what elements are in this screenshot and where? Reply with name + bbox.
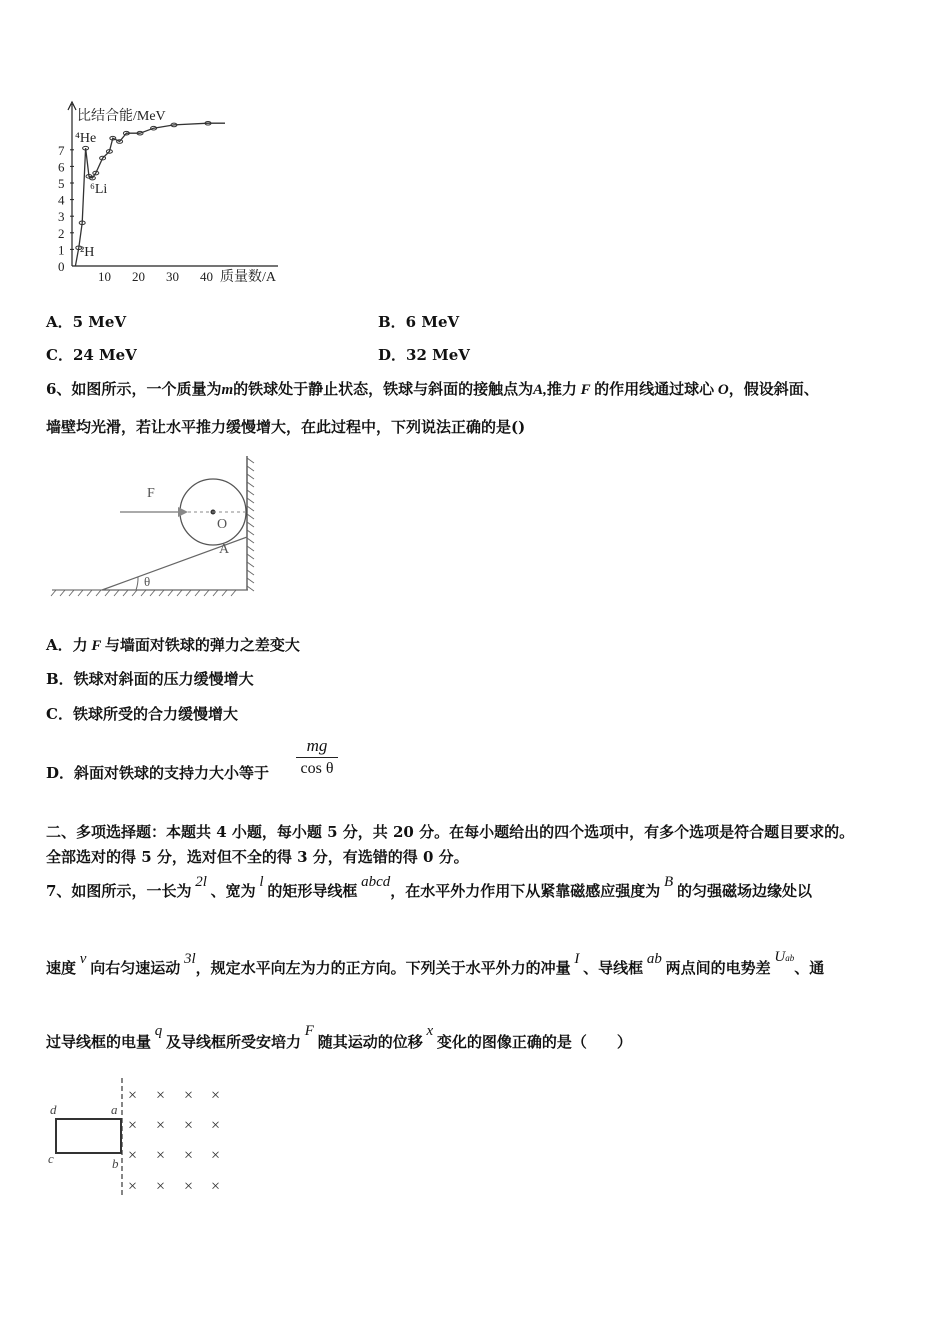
q7-var-i: I — [574, 951, 580, 967]
hatch-line — [204, 590, 209, 596]
y-tick-label: 1 — [58, 242, 65, 258]
hatch-line — [150, 590, 155, 596]
fraction-bar — [296, 757, 338, 758]
q6-var-m: m — [221, 382, 234, 398]
hatch-line — [247, 466, 254, 471]
hatch-line — [247, 506, 254, 511]
hatch-line — [247, 490, 254, 495]
field-cross: × — [211, 1087, 221, 1104]
q7-var-q: q — [154, 1023, 163, 1039]
y-tick-label: 7 — [58, 142, 65, 158]
hatch-line — [247, 482, 254, 487]
hatch-line — [186, 590, 191, 596]
h-label: ²H — [80, 245, 95, 260]
y-tick-label: 6 — [58, 159, 65, 175]
q7-var-u-sub: ab — [785, 953, 795, 963]
hatch-line — [247, 538, 254, 543]
x-tick-label: 30 — [166, 269, 179, 284]
hatch-line — [141, 590, 146, 596]
x-tick-label: 40 — [200, 269, 213, 284]
q7-text: 、导线框 — [583, 959, 644, 977]
hatch-line — [222, 590, 227, 596]
field-cross: × — [156, 1087, 166, 1104]
q7-text: 7、如图所示，一长为 — [46, 882, 192, 900]
q7-text: 、通 — [794, 959, 825, 977]
hatch-line — [60, 590, 65, 596]
q7-var-2l: 2l — [195, 874, 207, 890]
rectangular-loop — [56, 1119, 121, 1153]
hatch-line — [247, 522, 254, 527]
q6-var-f: F — [580, 382, 591, 398]
x-tick-label: 10 — [98, 269, 111, 284]
q7-stem-line3 — [46, 1024, 632, 1061]
x-tick-labels — [98, 269, 213, 284]
section2-line1: 二、多项选择题：本题共 4 小题，每小题 5 分，共 20 分。在每小题给出的四个选项中，有多个选项是符合题目要求的。 — [46, 823, 855, 841]
field-cross: × — [211, 1117, 221, 1134]
field-cross: × — [184, 1178, 194, 1195]
section2-line2: 全部选对的得 5 分，选对但不全的得 3 分，有选错的得 0 分。 — [46, 848, 469, 866]
field-cross: × — [184, 1117, 194, 1134]
q6-option-a-text: A．力 — [46, 636, 88, 654]
q7-stem-line1 — [46, 873, 812, 910]
q6-option-c[interactable]: C．铁球所受的合力缓慢增大 — [46, 705, 238, 723]
hatch-line — [96, 590, 101, 596]
contact-label: A — [219, 542, 230, 557]
y-tick-label: 5 — [58, 176, 65, 191]
q6-stem-line1 — [46, 378, 819, 399]
hatch-line — [159, 590, 164, 596]
q6-stem-line2: 墙壁均光滑，若让水平推力缓慢增大，在此过程中，下列说法正确的是() — [46, 418, 526, 436]
hatch-line — [247, 498, 254, 503]
ground-hatching — [51, 590, 236, 596]
q5-option-d[interactable]: D．32 MeV — [378, 346, 470, 364]
q7-var-l: l — [259, 874, 264, 890]
q6-text: ，假设斜面、 — [728, 380, 819, 398]
theta-arc — [136, 577, 138, 590]
theta-label: θ — [144, 574, 151, 589]
q7-text: 两点间的电势差 — [665, 959, 771, 977]
corner-c: c — [48, 1151, 54, 1166]
y-axis-label: 比结合能/MeV — [77, 109, 166, 124]
field-cross: × — [211, 1147, 221, 1164]
center-label: O — [217, 517, 228, 532]
field-cross: × — [156, 1117, 166, 1134]
q6-option-b[interactable]: B．铁球对斜面的压力缓慢增大 — [46, 670, 254, 688]
q7-var-b: B — [664, 874, 674, 890]
fraction-denominator: cos θ — [300, 760, 334, 777]
y-tick-label: 4 — [58, 192, 65, 208]
q7-var-3l: 3l — [183, 951, 196, 967]
q6-option-a[interactable] — [46, 634, 300, 655]
q6-var-o: O — [717, 382, 729, 398]
hatch-line — [78, 590, 83, 596]
q7-var-ab: ab — [646, 951, 662, 967]
ball-incline-figure — [48, 450, 270, 602]
hatch-line — [247, 562, 254, 567]
q5-option-c[interactable]: C．24 MeV — [46, 346, 137, 364]
hatch-line — [123, 590, 128, 596]
y-tick-label: 0 — [58, 259, 65, 274]
q6-option-a-text: 与墙面对铁球的弹力之差变大 — [104, 636, 300, 654]
hatch-line — [247, 474, 254, 479]
q7-text: 随其运动的位移 — [317, 1033, 423, 1051]
hatch-line — [195, 590, 200, 596]
field-cross: × — [156, 1147, 166, 1164]
x-tick-label: 20 — [132, 269, 145, 284]
x-axis-label: 质量数/A — [220, 270, 276, 285]
field-cross: × — [128, 1087, 138, 1104]
q6-option-a-var: F — [91, 638, 102, 654]
field-cross: × — [184, 1147, 194, 1164]
q7-stem-line2 — [46, 950, 824, 988]
corner-a: a — [111, 1102, 118, 1117]
field-cross: × — [211, 1178, 221, 1195]
field-cross: × — [128, 1147, 138, 1164]
force-arrow-head — [178, 507, 188, 517]
q7-text: 过导线框的电量 — [46, 1033, 152, 1051]
hatch-line — [247, 554, 254, 559]
hatch-line — [168, 590, 173, 596]
li-label: ⁶Li — [90, 182, 108, 197]
q7-text: 、宽为 — [210, 882, 256, 900]
hatch-line — [177, 590, 182, 596]
y-tick-label: 2 — [58, 225, 65, 241]
q7-text: 及导线框所受安培力 — [166, 1033, 302, 1051]
q7-var-v: v — [79, 951, 87, 967]
hatch-line — [247, 514, 254, 519]
hatch-line — [247, 578, 254, 583]
fraction-numerator: mg — [306, 736, 328, 755]
hatch-line — [247, 458, 254, 463]
hatch-line — [213, 590, 218, 596]
q7-text: 的矩形导线框 — [267, 882, 358, 900]
q6-var-a: A, — [533, 382, 547, 398]
q7-var-f: F — [304, 1023, 314, 1039]
force-label: F — [147, 486, 155, 501]
q5-option-a[interactable]: A．5 MeV — [46, 313, 127, 331]
hatch-line — [114, 590, 119, 596]
field-cross: × — [128, 1178, 138, 1195]
q6-option-d[interactable]: D．斜面对铁球的支持力大小等于 — [46, 764, 270, 782]
hatch-line — [105, 590, 110, 596]
loop-field-figure — [44, 1076, 244, 1202]
hatch-line — [247, 570, 254, 575]
fraction-mg-cos — [296, 736, 338, 779]
q6-text: 的作用线通过球心 — [594, 380, 715, 398]
hatch-line — [247, 586, 254, 591]
y-tick-label: 3 — [58, 209, 65, 225]
q6-text: 的铁球处于静止状态，铁球与斜面的接触点为 — [233, 380, 534, 398]
q6-text: 6、如图所示，一个质量为 — [46, 380, 222, 398]
field-cross: × — [156, 1178, 166, 1195]
q7-text: ，在水平外力作用下从紧靠磁感应强度为 — [390, 882, 661, 900]
hatch-line — [69, 590, 74, 596]
q7-text: ，规定水平向左为力的正方向。下列关于水平外力的冲量 — [195, 959, 571, 977]
hatch-line — [87, 590, 92, 596]
he-label: ⁴He — [75, 131, 97, 146]
hatch-line — [132, 590, 137, 596]
q7-var-abcd: abcd — [361, 874, 391, 890]
field-cross: × — [184, 1087, 194, 1104]
hatch-line — [247, 530, 254, 535]
q7-text: 的匀强磁场边缘处以 — [676, 882, 812, 900]
hatch-line — [231, 590, 236, 596]
q5-option-b[interactable]: B．6 MeV — [378, 313, 460, 331]
binding-energy-graph — [50, 98, 300, 290]
corner-b: b — [112, 1156, 119, 1171]
corner-d: d — [50, 1102, 57, 1117]
q7-var-x: x — [426, 1023, 434, 1039]
q7-text: 向右匀速运动 — [90, 959, 181, 977]
field-cross: × — [128, 1117, 138, 1134]
q6-text: 推力 — [546, 380, 577, 398]
q7-text: 变化的图像正确的是（ ） — [436, 1033, 632, 1051]
magnetic-field-crosses — [128, 1087, 220, 1195]
q7-var-u: U — [774, 949, 786, 965]
wall-hatching — [247, 458, 254, 591]
q7-text: 速度 — [46, 959, 77, 977]
hatch-line — [247, 546, 254, 551]
hatch-line — [51, 590, 56, 596]
